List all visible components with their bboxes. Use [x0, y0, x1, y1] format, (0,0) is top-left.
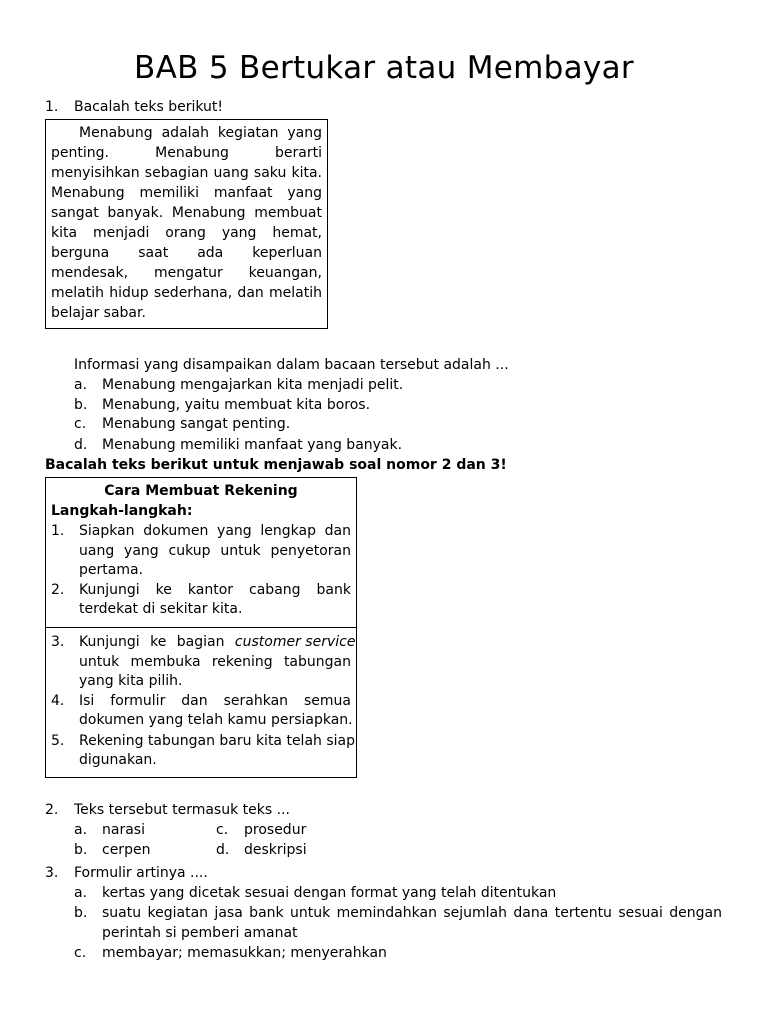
- step-line: uang yang cukup untuk penyetoran: [79, 543, 351, 559]
- page-title: BAB 5 Bertukar atau Membayar: [134, 50, 634, 86]
- step-number: 1.: [51, 523, 65, 539]
- step-line: digunakan.: [79, 752, 157, 768]
- option-letter: d.: [216, 842, 230, 858]
- question-text: Teks tersebut termasuk teks ...: [74, 802, 290, 818]
- passage-line: sangat banyak. Menabung membuat: [51, 205, 322, 221]
- step-line: yang kita pilih.: [79, 673, 183, 689]
- option-text: membayar; memasukkan; menyerahkan: [102, 945, 387, 961]
- option-text: Menabung mengajarkan kita menjadi pelit.: [102, 377, 404, 393]
- step-line: Rekening tabungan baru kita telah siap: [79, 733, 356, 749]
- step-number: 3.: [51, 634, 65, 650]
- question-text: Formulir artinya ....: [74, 865, 208, 881]
- option-letter: b.: [74, 905, 88, 921]
- option-text: suatu kegiatan jasa bank untuk memindahkan sejumlah dana tertentu sesuai dengan: [102, 905, 722, 921]
- option-text: Menabung memiliki manfaat yang banyak.: [102, 437, 403, 453]
- option-letter: b.: [74, 842, 88, 858]
- step-line: terdekat di sekitar kita.: [79, 601, 243, 617]
- option-letter: a.: [74, 885, 88, 901]
- option-letter: b.: [74, 397, 88, 413]
- option-letter: d.: [74, 437, 88, 453]
- question-number: 3.: [45, 865, 59, 881]
- option-text-continued: perintah si pemberi amanat: [102, 925, 298, 941]
- question-number: 1.: [45, 99, 59, 115]
- step-line: dokumen yang telah kamu persiapkan.: [79, 712, 353, 728]
- option-text: prosedur: [244, 822, 307, 838]
- question-number: 2.: [45, 802, 59, 818]
- reading-passage-box: [45, 119, 328, 329]
- step-line: Isi formulir dan serahkan semua: [79, 693, 351, 709]
- step-line: untuk membuka rekening tabungan: [79, 654, 351, 670]
- section-instruction: Bacalah teks berikut untuk menjawab soal nomor 2 dan 3!: [45, 457, 507, 473]
- option-text: cerpen: [102, 842, 151, 858]
- question-text: Informasi yang disampaikan dalam bacaan tersebut adalah ...: [74, 357, 509, 373]
- step-number: 2.: [51, 582, 65, 598]
- procedure-heading: Cara Membuat Rekening: [104, 483, 298, 499]
- box-divider: [46, 627, 356, 628]
- step-number: 4.: [51, 693, 65, 709]
- passage-line: melatih hidup sederhana, dan melatih: [51, 285, 322, 301]
- option-text: narasi: [102, 822, 145, 838]
- step-line-with-italic: [79, 632, 356, 652]
- step-line: pertama.: [79, 562, 143, 578]
- option-text: Menabung sangat penting.: [102, 416, 291, 432]
- option-letter: c.: [74, 416, 87, 432]
- passage-line: Menabung memiliki manfaat yang: [51, 185, 322, 201]
- option-letter: a.: [74, 822, 88, 838]
- passage-line: mendesak, mengatur keuangan,: [51, 265, 322, 281]
- option-text: kertas yang dicetak sesuai dengan format yang telah ditentukan: [102, 885, 557, 901]
- passage-line: kita menjadi orang yang hemat,: [51, 225, 322, 241]
- step-line: Kunjungi ke kantor cabang bank: [79, 582, 351, 598]
- option-text: Menabung, yaitu membuat kita boros.: [102, 397, 371, 413]
- step-line: Siapkan dokumen yang lengkap dan: [79, 523, 351, 539]
- passage-line: berguna saat ada keperluan: [51, 245, 322, 261]
- option-text: deskripsi: [244, 842, 307, 858]
- option-letter: c.: [216, 822, 229, 838]
- passage-line: penting. Menabung berarti: [51, 145, 322, 161]
- step-number: 5.: [51, 733, 65, 749]
- procedure-text-box: [45, 477, 357, 778]
- question-instruction: Bacalah teks berikut!: [74, 99, 224, 115]
- passage-line: belajar sabar.: [51, 305, 146, 321]
- option-letter: a.: [74, 377, 88, 393]
- step-line-italic: customer service: [234, 634, 356, 650]
- option-letter: c.: [74, 945, 87, 961]
- procedure-subheading: Langkah-langkah:: [51, 503, 193, 519]
- passage-line: Menabung adalah kegiatan yang: [79, 125, 322, 141]
- passage-line: menyisihkan sebagian uang saku kita.: [51, 165, 322, 181]
- step-line-prefix: Kunjungi ke bagian: [79, 634, 235, 650]
